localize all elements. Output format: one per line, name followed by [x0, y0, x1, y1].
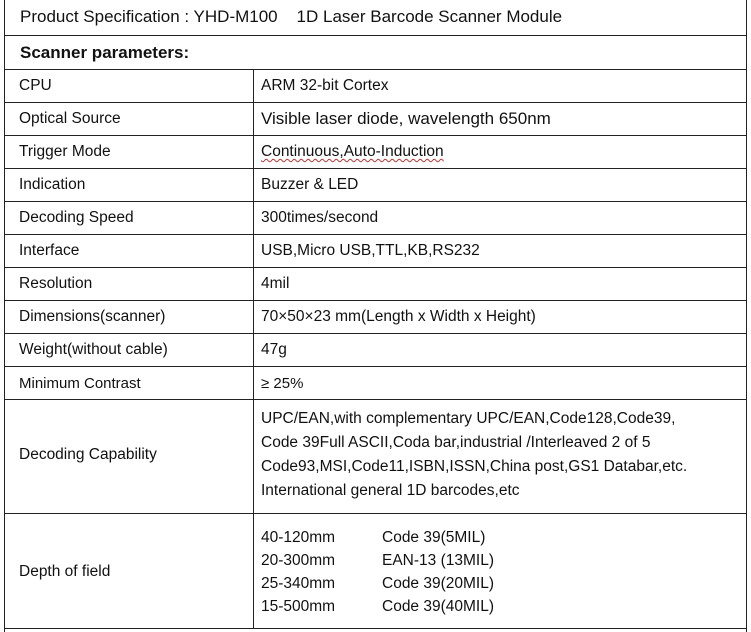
title-row	[5, 0, 746, 35]
depth-code: Code 39(5MIL)	[382, 529, 486, 546]
table-row-decoding-capability	[5, 399, 746, 513]
section-header: Scanner parameters:	[20, 43, 190, 62]
row-value: Buzzer & LED	[261, 176, 359, 193]
table-row-weight	[5, 333, 746, 366]
row-value: 47g	[261, 341, 287, 358]
depth-code: EAN-13 (13MIL)	[382, 552, 494, 569]
row-value: Continuous,Auto-Induction	[261, 143, 444, 160]
row-value: 4mil	[261, 275, 290, 292]
row-label: Weight(without cable)	[19, 341, 168, 358]
decoding-line: Code93,MSI,Code11,ISBN,ISSN,China post,GS1 Databar,etc.	[261, 458, 688, 475]
row-label: Minimum Contrast	[19, 375, 141, 392]
row-label: Interface	[19, 242, 80, 259]
table-row-indication	[5, 168, 746, 201]
depth-range: 15-500mm	[261, 598, 336, 615]
page-title: Product Specification : YHD-M100 1D Laser Barcode Scanner Module	[20, 7, 563, 26]
row-label: Dimensions(scanner)	[19, 308, 166, 325]
row-label: Optical Source	[19, 110, 121, 127]
table-row-interface	[5, 234, 746, 267]
depth-code: Code 39(40MIL)	[382, 598, 495, 615]
decoding-line: International general 1D barcodes,etc	[261, 482, 520, 499]
row-value: ARM 32-bit Cortex	[261, 77, 389, 94]
table-bottom-border	[5, 628, 746, 629]
depth-range: 40-120mm	[261, 529, 336, 546]
row-value: USB,Micro USB,TTL,KB,RS232	[261, 242, 480, 259]
spec-table	[4, 0, 747, 632]
decoding-line: UPC/EAN,with complementary UPC/EAN,Code128,Code39,	[261, 410, 676, 427]
table-row-resolution	[5, 267, 746, 300]
row-label: Decoding Speed	[19, 209, 134, 226]
table-row-dimensions	[5, 300, 746, 333]
row-value: Visible laser diode, wavelength 650nm	[261, 109, 551, 128]
section-header-row	[5, 35, 746, 69]
row-value: 70×50×23 mm(Length x Width x Height)	[261, 308, 536, 325]
row-label: Depth of field	[19, 563, 111, 580]
table-row-depth-of-field	[5, 513, 746, 628]
depth-code: Code 39(20MIL)	[382, 575, 495, 592]
table-row-optical-source	[5, 102, 746, 135]
table-row-cpu	[5, 69, 746, 102]
depth-range: 20-300mm	[261, 552, 336, 569]
row-value: 300times/second	[261, 209, 379, 226]
table-row-minimum-contrast	[5, 366, 746, 399]
row-label: Decoding Capability	[19, 446, 157, 463]
depth-range: 25-340mm	[261, 575, 336, 592]
row-value: ≥ 25%	[261, 375, 304, 392]
row-label: Resolution	[19, 275, 93, 292]
table-row-decoding-speed	[5, 201, 746, 234]
decoding-line: Code 39Full ASCII,Coda bar,industrial /Interleaved 2 of 5	[261, 434, 651, 451]
row-label: Trigger Mode	[19, 143, 111, 160]
row-label: Indication	[19, 176, 86, 193]
table-row-trigger-mode	[5, 135, 746, 168]
row-label: CPU	[19, 77, 52, 94]
